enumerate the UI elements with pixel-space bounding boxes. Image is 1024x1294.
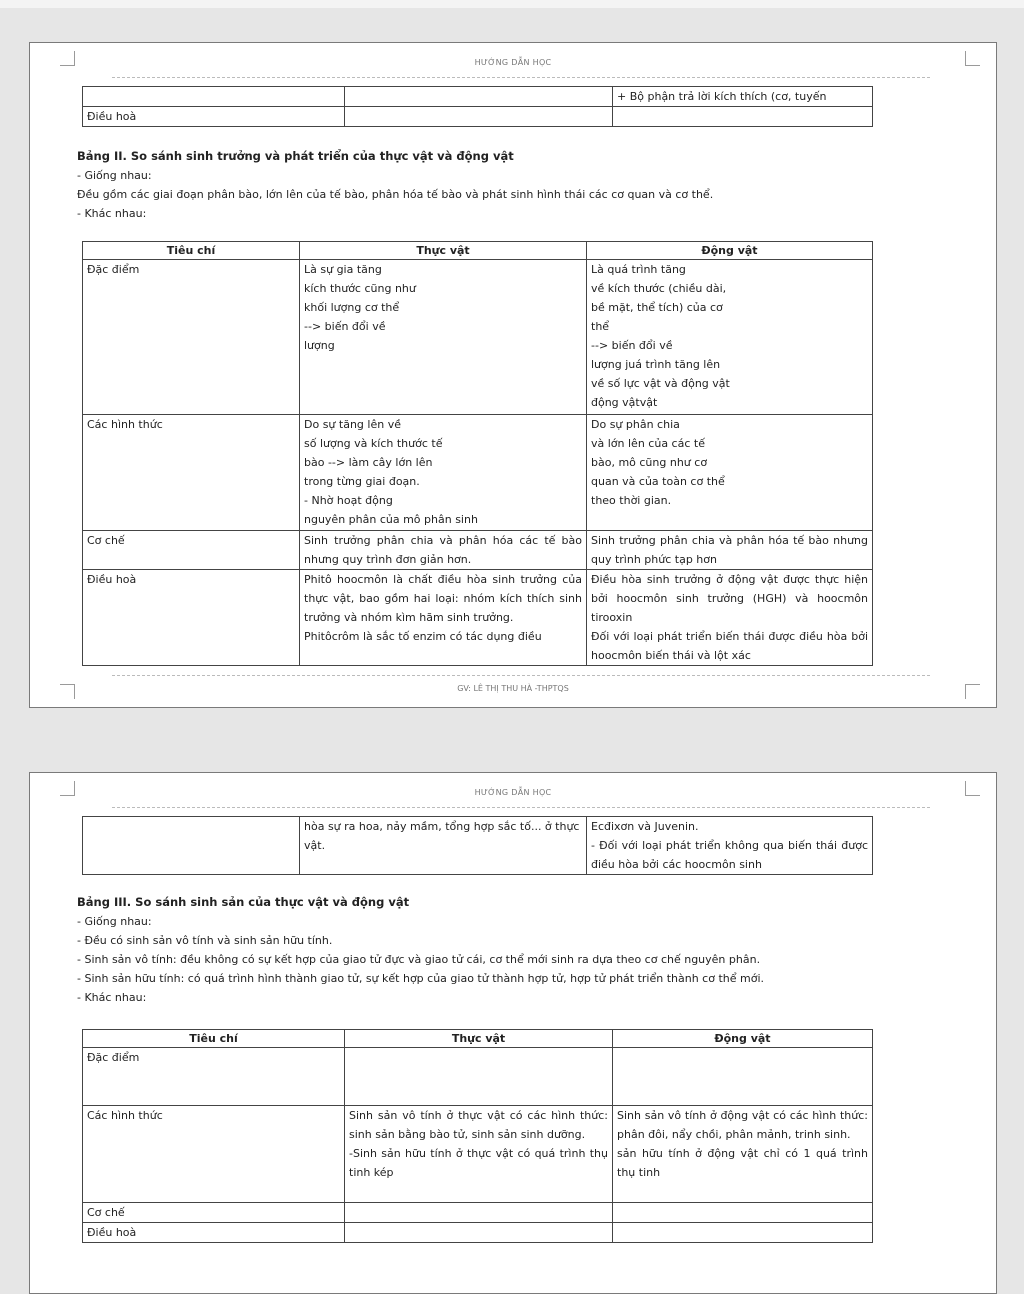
paragraph: Đều gồm các giai đoạn phân bào, lớn lên của tế bào, phân hóa tế bào và phát sinh hình thái các cơ quan và cơ thể.: [77, 188, 714, 201]
comparison-table-reproduction: [82, 1029, 873, 1243]
table-cell: Là quá trình tăng về kích thước (chiều dài, bề mặt, thể tích) của cơ thể --> biến đổi về lượng juá trình tăng lên về số lực vật và động vật động vậtvật: [587, 260, 873, 415]
table-cell: Là sự gia tăng kích thước cũng như khối lượng cơ thể --> biến đổi về lượng: [300, 260, 587, 415]
row-label: Các hình thức: [83, 1106, 345, 1203]
paragraph: - Khác nhau:: [77, 991, 147, 1004]
table-cell: [345, 107, 613, 127]
comparison-table-growth: [82, 241, 873, 666]
column-header: Động vật: [613, 1030, 873, 1048]
table-cell: [613, 1223, 873, 1243]
paragraph: - Đều có sinh sản vô tính và sinh sản hữu tính.: [77, 934, 333, 947]
page-header-text: HƯỚNG DẪN HỌC: [474, 788, 552, 797]
continued-table-top: [82, 86, 873, 127]
table-cell: Điều hòa sinh trưởng ở động vật được thực hiện bởi hoocmôn sinh trưởng (HGH) và hoocmôn tirooxin Đối với loại phát triển biến thái được điều hòa bởi hoocmôn biến thái và lột xác: [587, 570, 873, 666]
column-header: Thực vật: [300, 242, 587, 260]
section-title: Bảng III. So sánh sinh sản của thực vật và động vật: [77, 895, 410, 909]
paragraph: - Giống nhau:: [77, 169, 152, 182]
table-cell: Ecđixơn và Juvenin. - Đối với loại phát triển không qua biến thái được điều hòa bởi các hoocmôn sinh: [587, 817, 873, 875]
row-label: Các hình thức: [83, 415, 300, 531]
table-cell: [345, 1203, 613, 1223]
document-page-2: [29, 772, 997, 1294]
table-cell: [613, 107, 873, 127]
section-2-intro: [77, 147, 937, 223]
table-cell: [613, 1203, 873, 1223]
column-header: Thực vật: [345, 1030, 613, 1048]
section-3-intro: [77, 893, 937, 1007]
row-label: Điều hoà: [83, 1223, 345, 1243]
table-cell: [83, 87, 345, 107]
row-label: Cơ chế: [83, 1203, 345, 1223]
table-cell: [613, 1048, 873, 1106]
paragraph: - Giống nhau:: [77, 915, 152, 928]
table-cell: Do sự tăng lên về số lượng và kích thước tế bào --> làm cây lớn lên trong từng giai đoạn. - Nhờ hoạt động nguyên phân của mô phân sinh: [300, 415, 587, 531]
paragraph: - Khác nhau:: [77, 207, 147, 220]
viewer-top-strip: [0, 0, 1024, 8]
row-label: Cơ chế: [83, 531, 300, 570]
paragraph: - Sinh sản vô tính: đều không có sự kết hợp của giao tử đực và giao tử cái, cơ thể mới sinh ra dựa theo cơ chế nguyên phân.: [77, 953, 761, 966]
table-cell: Sinh sản vô tính ở động vật có các hình thức: phân đôi, nẩy chồi, phân mảnh, trinh sinh. sản hữu tính ở động vật chỉ có 1 quá trình thụ tinh: [613, 1106, 873, 1203]
table-cell: Sinh sản vô tính ở thực vật có các hình thức: sinh sản bằng bào tử, sinh sản sinh dưỡng. -Sinh sản hữu tính ở thực vật có quá trình thụ tinh kép: [345, 1106, 613, 1203]
row-label: Điều hoà: [83, 570, 300, 666]
table-cell: [345, 1048, 613, 1106]
row-label: Đặc điểm: [83, 260, 300, 415]
header-divider: [112, 77, 930, 78]
table-cell: [83, 817, 300, 875]
page-footer-text: GV: LÊ THỊ THU HÀ -THPTQS: [457, 684, 569, 693]
paragraph: - Sinh sản hữu tính: có quá trình hình thành giao tử, sự kết hợp của giao tử thành hợp tử, hợp tử phát triển thành cơ thể mới.: [77, 972, 765, 985]
table-cell: Điều hoà: [83, 107, 345, 127]
column-header: Tiêu chí: [83, 1030, 345, 1048]
footer-divider: [112, 675, 930, 676]
column-header: Động vật: [587, 242, 873, 260]
row-label: Đặc điểm: [83, 1048, 345, 1106]
table-cell: [345, 87, 613, 107]
table-cell: Sinh trưởng phân chia và phân hóa tế bào nhưng quy trình phức tạp hơn: [587, 531, 873, 570]
table-cell: [345, 1223, 613, 1243]
header-divider: [112, 807, 930, 808]
page-header-text: HƯỚNG DẪN HỌC: [474, 58, 552, 67]
table-cell: + Bộ phận trả lời kích thích (cơ, tuyến: [613, 87, 873, 107]
section-title: Bảng II. So sánh sinh trưởng và phát triển của thực vật và động vật: [77, 149, 514, 163]
table-cell: Do sự phân chia và lớn lên của các tế bào, mô cũng như cơ quan và của toàn cơ thể theo thời gian.: [587, 415, 873, 531]
table-cell: Sinh trưởng phân chia và phân hóa các tế bào nhưng quy trình đơn giản hơn.: [300, 531, 587, 570]
table-cell: hòa sự ra hoa, nảy mầm, tổng hợp sắc tố... ở thực vật.: [300, 817, 587, 875]
document-page-1: [29, 42, 997, 708]
column-header: Tiêu chí: [83, 242, 300, 260]
continued-table-top: [82, 816, 873, 875]
table-cell: Phitô hoocmôn là chất điều hòa sinh trưởng của thực vật, bao gồm hai loại: nhóm kích thích sinh trưởng và nhóm kìm hãm sinh trưởng. Phitôcrôm là sắc tố enzim có tác dụng điều: [300, 570, 587, 666]
